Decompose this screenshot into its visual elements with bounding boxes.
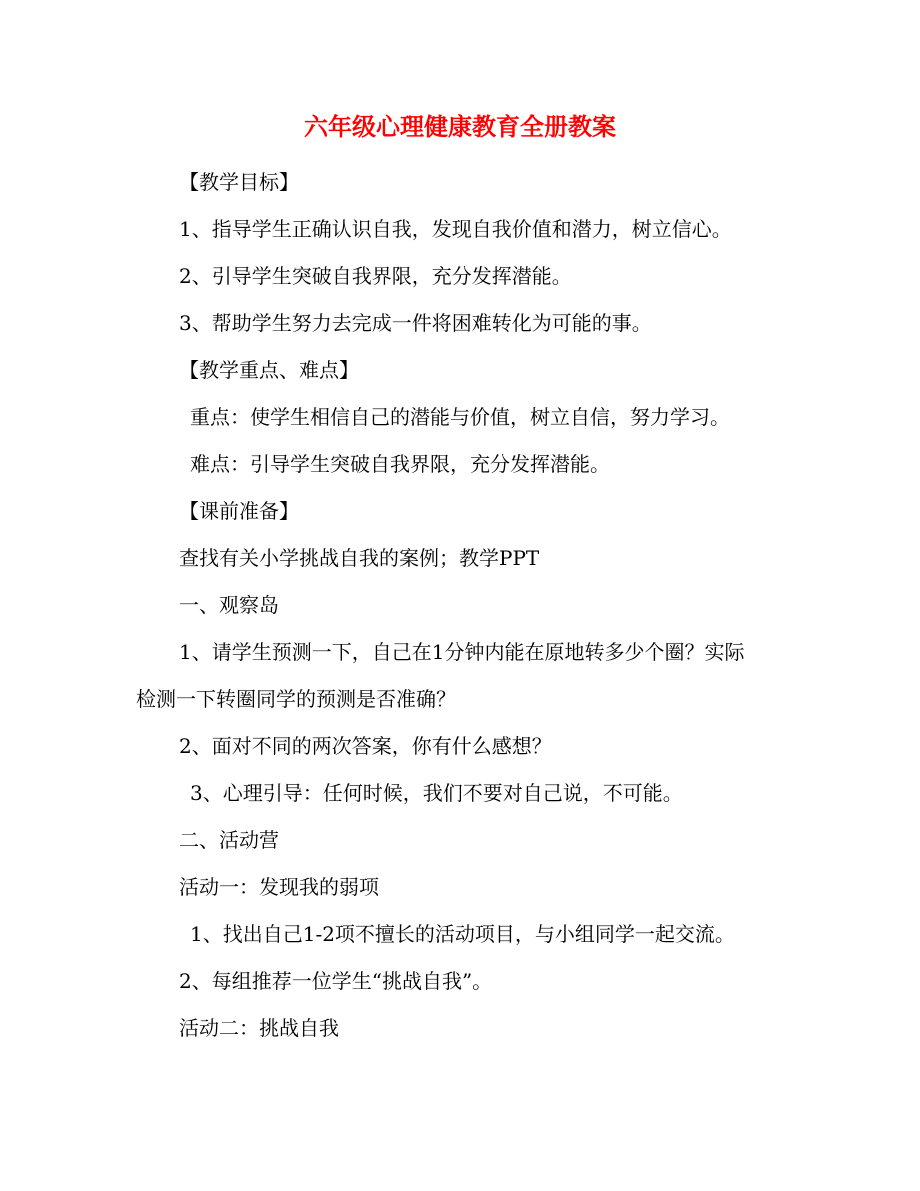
paragraph-line: 1、请学生预测一下，自己在1分钟内能在原地转多少个圈？实际 — [179, 640, 745, 664]
paragraph-line: 活动一：发现我的弱项 — [179, 875, 379, 899]
paragraph-line: 1、找出自己1-2项不擅长的活动项目，与小组同学一起交流。 — [190, 922, 735, 946]
paragraph-line: 活动二：挑战自我 — [179, 1016, 339, 1040]
heading-teaching-goals: 【教学目标】 — [179, 170, 299, 194]
document-title: 六年级心理健康教育全册教案 — [304, 112, 616, 141]
paragraph-line: 2、每组推荐一位学生“挑战自我”。 — [179, 969, 493, 993]
paragraph-line: 重点：使学生相信自己的潜能与价值，树立自信，努力学习。 — [190, 405, 730, 429]
paragraph-line: 2、引导学生突破自我界限，充分发挥潜能。 — [179, 264, 572, 288]
paragraph-line: 2、面对不同的两次答案，你有什么感想？ — [179, 734, 552, 758]
section-heading: 二、活动营 — [179, 828, 279, 852]
heading-key-points: 【教学重点、难点】 — [179, 358, 359, 382]
paragraph-line: 查找有关小学挑战自我的案例；教学PPT — [179, 546, 540, 570]
paragraph-line: 1、指导学生正确认识自我，发现自我价值和潜力，树立信心。 — [179, 217, 732, 241]
paragraph-line: 难点：引导学生突破自我界限，充分发挥潜能。 — [190, 452, 610, 476]
heading-preparation: 【课前准备】 — [179, 499, 299, 523]
paragraph-line: 检测一下转圈同学的预测是否准确？ — [136, 687, 456, 711]
paragraph-line: 3、心理引导：任何时候，我们不要对自己说，不可能。 — [190, 781, 683, 805]
paragraph-line: 3、帮助学生努力去完成一件将困难转化为可能的事。 — [179, 311, 652, 335]
section-heading: 一、观察岛 — [179, 593, 279, 617]
